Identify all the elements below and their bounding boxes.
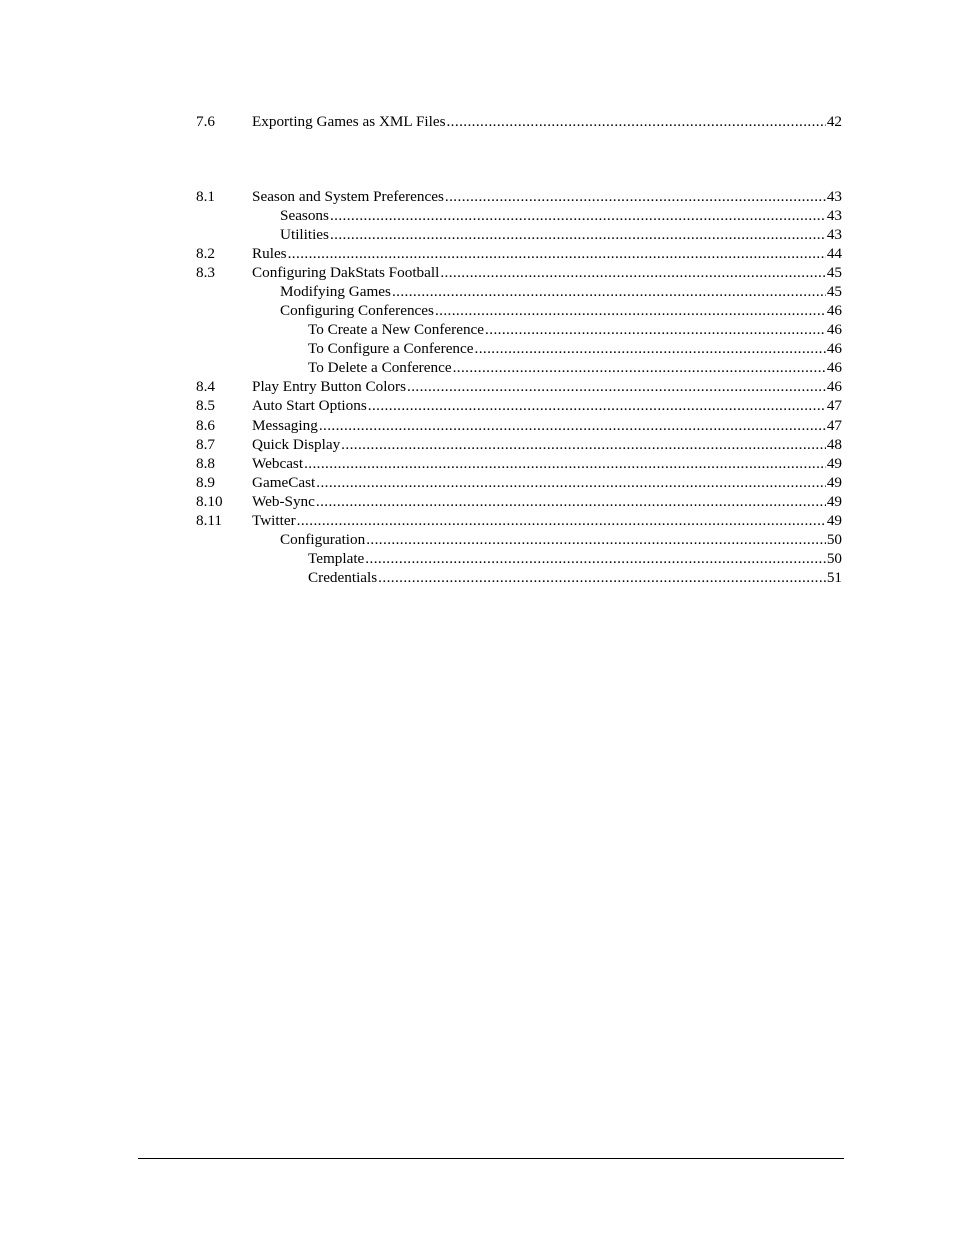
- toc-section-number: 8.11: [196, 512, 223, 529]
- toc-dot-leader: [366, 530, 826, 549]
- toc-entry[interactable]: [196, 473, 842, 492]
- toc-entry-title: Credentials: [308, 569, 378, 586]
- toc-page-number: 50: [826, 550, 842, 567]
- toc-entry-title: GameCast: [252, 474, 316, 491]
- toc-entry-title: Modifying Games: [280, 283, 391, 300]
- toc-dot-leader: [446, 112, 825, 131]
- toc-entry[interactable]: [196, 301, 842, 320]
- toc-page-number: 46: [826, 359, 842, 376]
- toc-entry[interactable]: [196, 454, 842, 473]
- toc-section-number: 8.1: [196, 188, 215, 205]
- toc-entry-title: Utilities: [280, 226, 329, 243]
- toc-page-number: 43: [826, 226, 842, 243]
- toc-entry-title: Seasons: [280, 207, 329, 224]
- toc-page-number: 42: [826, 113, 842, 130]
- toc-dot-leader: [330, 206, 826, 225]
- toc-dot-leader: [365, 549, 826, 568]
- toc-entry[interactable]: [196, 568, 842, 587]
- toc-dot-leader: [392, 282, 826, 301]
- toc-page-number: 46: [826, 378, 842, 395]
- toc-entry[interactable]: [196, 282, 842, 301]
- toc-dot-leader: [316, 473, 826, 492]
- toc-entry-title: Template: [308, 550, 365, 567]
- toc-dot-leader: [304, 454, 826, 473]
- toc-section-number: 8.3: [196, 264, 215, 281]
- toc-entry[interactable]: [196, 339, 842, 358]
- toc-entry[interactable]: [196, 112, 842, 131]
- toc-entry-title: Auto Start Options: [252, 397, 367, 414]
- toc-dot-leader: [330, 225, 826, 244]
- toc-page-number: 46: [826, 302, 842, 319]
- toc-entry-title: Configuration: [280, 531, 366, 548]
- toc-entry[interactable]: [196, 511, 842, 530]
- toc-entry[interactable]: [196, 244, 842, 263]
- toc-entry[interactable]: [196, 358, 842, 377]
- toc-entry[interactable]: [196, 225, 842, 244]
- toc-entry[interactable]: [196, 187, 842, 206]
- toc-entry[interactable]: [196, 206, 842, 225]
- toc-dot-leader: [407, 377, 826, 396]
- toc-section-number: 8.4: [196, 378, 215, 395]
- toc-page-number: 49: [826, 455, 842, 472]
- toc-entry-title: Rules: [252, 245, 287, 262]
- toc-page-number: 49: [826, 474, 842, 491]
- toc-page-number: 43: [826, 207, 842, 224]
- toc-entry-title: To Delete a Conference: [308, 359, 452, 376]
- toc-entry[interactable]: [196, 549, 842, 568]
- toc-dot-leader: [368, 396, 826, 415]
- toc-page-number: 51: [826, 569, 842, 586]
- toc-entry-title: To Configure a Conference: [308, 340, 474, 357]
- footer-rule: [138, 1158, 844, 1159]
- toc-dot-leader: [297, 511, 826, 530]
- toc-page-number: 44: [826, 245, 842, 262]
- toc-entry-title: Quick Display: [252, 436, 341, 453]
- toc-page-number: 49: [826, 512, 842, 529]
- toc-section-number: 8.6: [196, 417, 215, 434]
- toc-section-number: 8.2: [196, 245, 215, 262]
- toc-page-number: 49: [826, 493, 842, 510]
- toc-entry[interactable]: [196, 320, 842, 339]
- toc-entry[interactable]: [196, 263, 842, 282]
- toc-entry-title: Twitter: [252, 512, 296, 529]
- toc-section-number: 7.6: [196, 113, 215, 130]
- toc-entry-title: Configuring DakStats Football: [252, 264, 440, 281]
- toc-dot-leader: [475, 339, 826, 358]
- toc-entry-title: Web-Sync: [252, 493, 315, 510]
- toc-dot-leader: [319, 416, 826, 435]
- toc-entry[interactable]: [196, 530, 842, 549]
- toc-dot-leader: [485, 320, 826, 339]
- toc-entry-title: Season and System Preferences: [252, 188, 444, 205]
- toc-entry-title: Play Entry Button Colors: [252, 378, 406, 395]
- toc-page-number: 47: [826, 397, 842, 414]
- toc-dot-leader: [440, 263, 826, 282]
- toc-page-number: 50: [826, 531, 842, 548]
- toc-page-number: 45: [826, 283, 842, 300]
- toc-section-number: 8.5: [196, 397, 215, 414]
- toc-dot-leader: [316, 492, 826, 511]
- toc-entry[interactable]: [196, 492, 842, 511]
- toc-entry-title: Exporting Games as XML Files: [252, 113, 446, 130]
- toc-entry-title: To Create a New Conference: [308, 321, 485, 338]
- toc-dot-leader: [378, 568, 826, 587]
- toc-section-number: 8.8: [196, 455, 215, 472]
- toc-page-number: 43: [826, 188, 842, 205]
- toc-section-number: 8.7: [196, 436, 215, 453]
- toc-dot-leader: [341, 435, 826, 454]
- toc-section-number: 8.9: [196, 474, 215, 491]
- toc-page-number: 45: [826, 264, 842, 281]
- toc-page-number: 46: [826, 321, 842, 338]
- toc-entry-title: Messaging: [252, 417, 318, 434]
- toc-dot-leader: [445, 187, 826, 206]
- toc-dot-leader: [435, 301, 826, 320]
- toc-entry-title: Configuring Conferences: [280, 302, 434, 319]
- toc-entry[interactable]: [196, 416, 842, 435]
- toc-entry[interactable]: [196, 435, 842, 454]
- toc-entry[interactable]: [196, 396, 842, 415]
- toc-dot-leader: [453, 358, 826, 377]
- toc-page-number: 48: [826, 436, 842, 453]
- toc-page-number: 46: [826, 340, 842, 357]
- toc-section-number: 8.10: [196, 493, 223, 510]
- toc-entry[interactable]: [196, 377, 842, 396]
- toc-page-number: 47: [826, 417, 842, 434]
- toc-dot-leader: [288, 244, 826, 263]
- toc-entry-title: Webcast: [252, 455, 304, 472]
